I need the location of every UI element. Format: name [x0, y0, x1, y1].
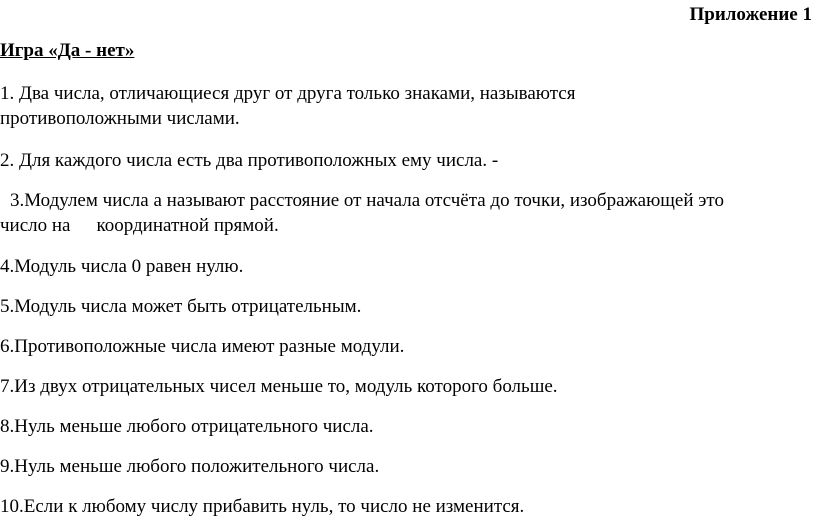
statement-3: [0, 188, 724, 238]
statement-3-line-2-end: координатной прямой.: [96, 215, 279, 236]
statement-1-line-2: противоположными числами.: [0, 108, 240, 129]
statement-9: 9.Нуль меньше любого положительного числа.: [0, 456, 380, 477]
statement-7: 7.Из двух отрицательных чисел меньше то, модуль которого больше.: [0, 376, 558, 397]
statement-1: [0, 81, 575, 131]
statement-3-line-1: 3.Модулем числа а называют расстояние от начала отсчёта до точки, изображающей это: [10, 190, 724, 211]
appendix-label: Приложение 1: [689, 4, 812, 25]
statement-3-line-2-start: число на: [0, 215, 71, 236]
statement-5: 5.Модуль числа может быть отрицательным.: [0, 296, 362, 317]
statement-1-line-1: 1. Два числа, отличающиеся друг от друга только знаками, называются: [0, 83, 576, 104]
statement-6: 6.Противоположные числа имеют разные модули.: [0, 336, 405, 357]
statement-4: 4.Модуль числа 0 равен нулю.: [0, 256, 244, 277]
game-title: Игра «Да - нет»: [0, 40, 135, 61]
statement-8: 8.Нуль меньше любого отрицательного числа.: [0, 416, 374, 437]
statement-10: 10.Если к любому числу прибавить нуль, то число не изменится.: [0, 496, 525, 517]
statement-2: 2. Для каждого числа есть два противоположных ему числа. -: [0, 150, 499, 171]
statement-3-line-2: [0, 213, 724, 238]
